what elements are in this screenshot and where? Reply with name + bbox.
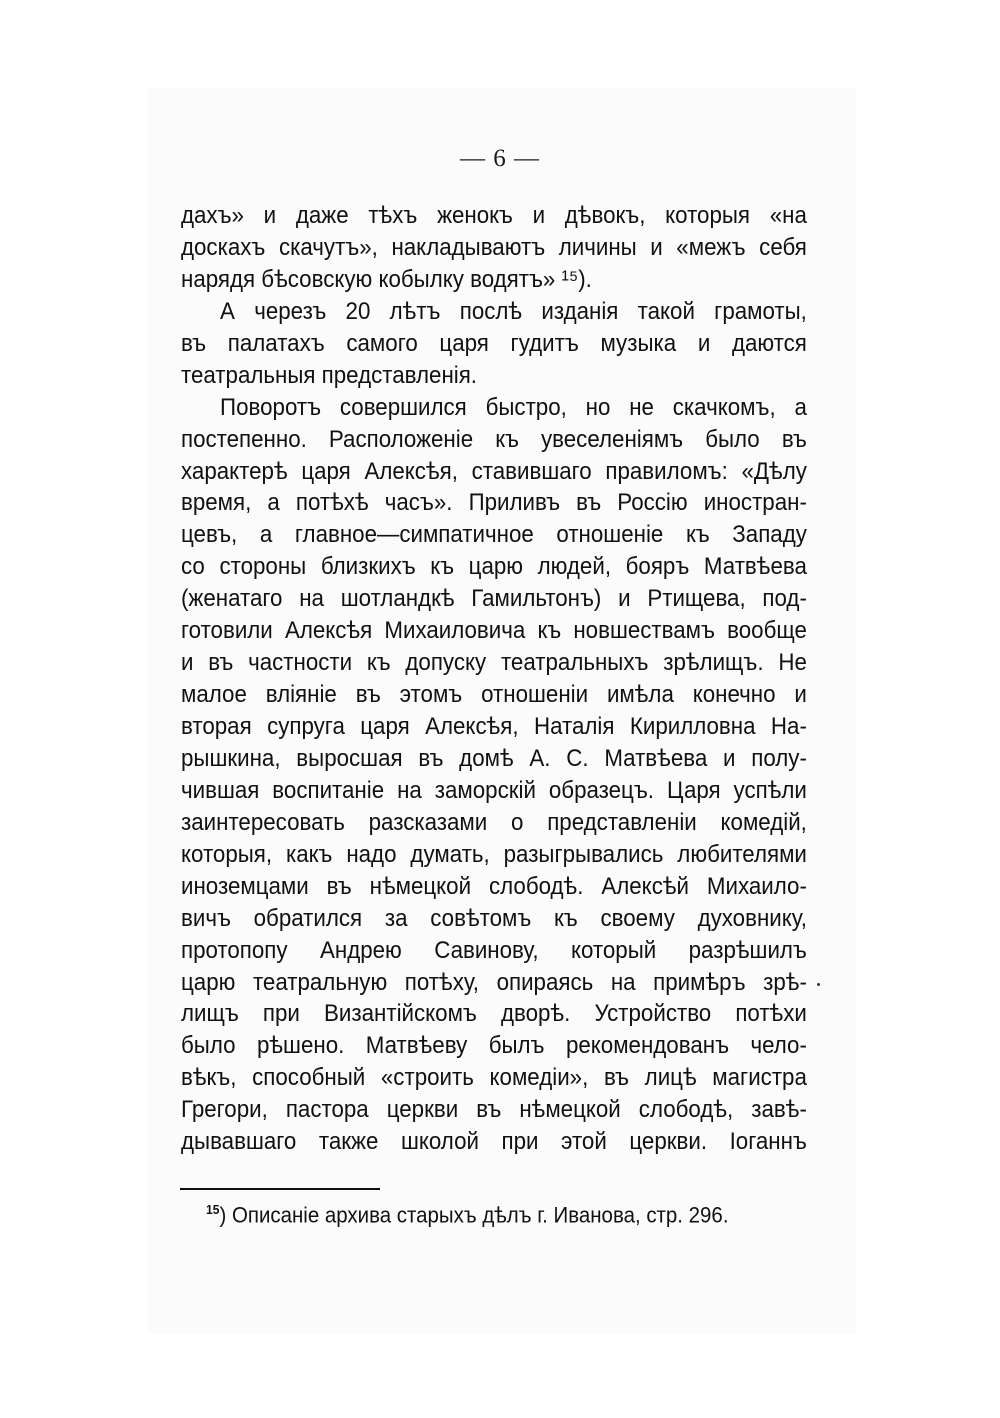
text-line: вѣкъ, способный «строить комедіи», въ лицѣ магистра: [181, 1064, 807, 1092]
text-line: характерѣ царя Алексѣя, ставившаго правиломъ: «Дѣлу: [181, 457, 807, 485]
text-line: вичъ обратился за совѣтомъ къ своему духовнику,: [181, 904, 807, 932]
text-line: протопопу Андрею Савинову, который разрѣшилъ: [181, 936, 807, 964]
footnote-mark: 15: [206, 1202, 220, 1217]
footnote-divider: [180, 1188, 380, 1190]
text-line: и въ частности къ допуску театральныхъ зрѣлищъ. Не: [181, 649, 807, 677]
text-line: иноземцами въ нѣмецкой слободѣ. Алексѣй Михаило-: [181, 872, 807, 900]
text-line: вторая супруга царя Алексѣя, Наталія Кирилловна На-: [181, 713, 807, 740]
text-line: постепенно. Расположеніе къ увеселеніямъ было въ: [181, 425, 807, 453]
footnote-text: ) Описаніе архива старыхъ дѣлъ г. Иванова, стр. 296.: [219, 1202, 729, 1228]
page-number: — 6 —: [460, 145, 540, 172]
text-line: въ палатахъ самого царя гудитъ музыка и даются: [181, 329, 807, 357]
text-line: готовили Алексѣя Михаиловича къ новшествамъ вообще: [181, 617, 807, 645]
text-line: со стороны близкихъ къ царю людей, бояръ Матвѣева: [181, 553, 807, 581]
text-line: царю театральную потѣху, опираясь на примѣръ зрѣ-: [181, 968, 807, 996]
text-line: время, а потѣхѣ часъ». Приливъ въ Россію иностран-: [181, 489, 807, 517]
text-line: было рѣшено. Матвѣеву былъ рекомендованъ чело-: [181, 1032, 807, 1060]
text-line: которыя, какъ надо думать, разыгрывались любителями: [181, 840, 807, 868]
text-line: рышкина, выросшая въ домѣ А. С. Матвѣева и полу-: [181, 744, 807, 772]
text-line: Поворотъ совершился быстро, но не скачкомъ, а: [220, 393, 807, 421]
text-line: малое вліяніе въ этомъ отношеніи имѣла конечно и: [181, 681, 807, 709]
text-line: цевъ, а главное—симпатичное отношеніе къ Западу: [181, 521, 807, 549]
text-line: чившая воспитаніе на заморскій образецъ. Царя успѣли: [181, 776, 807, 804]
text-line: заинтересовать разсказами о представленіи комедій,: [181, 808, 807, 836]
text-line: нарядя бѣсовскую кобылку водятъ» ¹⁵).: [181, 265, 592, 293]
text-line: театральныя представленія.: [181, 361, 478, 389]
text-line: дывавшаго также школой при этой церкви. Іоганнъ: [181, 1128, 807, 1156]
text-line: А черезъ 20 лѣтъ послѣ изданія такой грамоты,: [220, 297, 807, 325]
text-line: Грегори, пастора церкви въ нѣмецкой слободѣ, завѣ-: [181, 1096, 807, 1124]
text-line: дахъ» и даже тѣхъ женокъ и дѣвокъ, которыя «на: [181, 202, 807, 229]
body-text: [181, 200, 807, 1158]
text-line: лищъ при Византійскомъ дворѣ. Устройство потѣхи: [181, 1000, 807, 1028]
print-speck: [817, 983, 820, 986]
footnote: [206, 1202, 729, 1228]
text-line: (женатаго на шотландкѣ Гамильтонъ) и Ртищева, под-: [181, 585, 807, 613]
text-line: доскахъ скачутъ», накладываютъ личины и «межъ себя: [181, 233, 807, 261]
